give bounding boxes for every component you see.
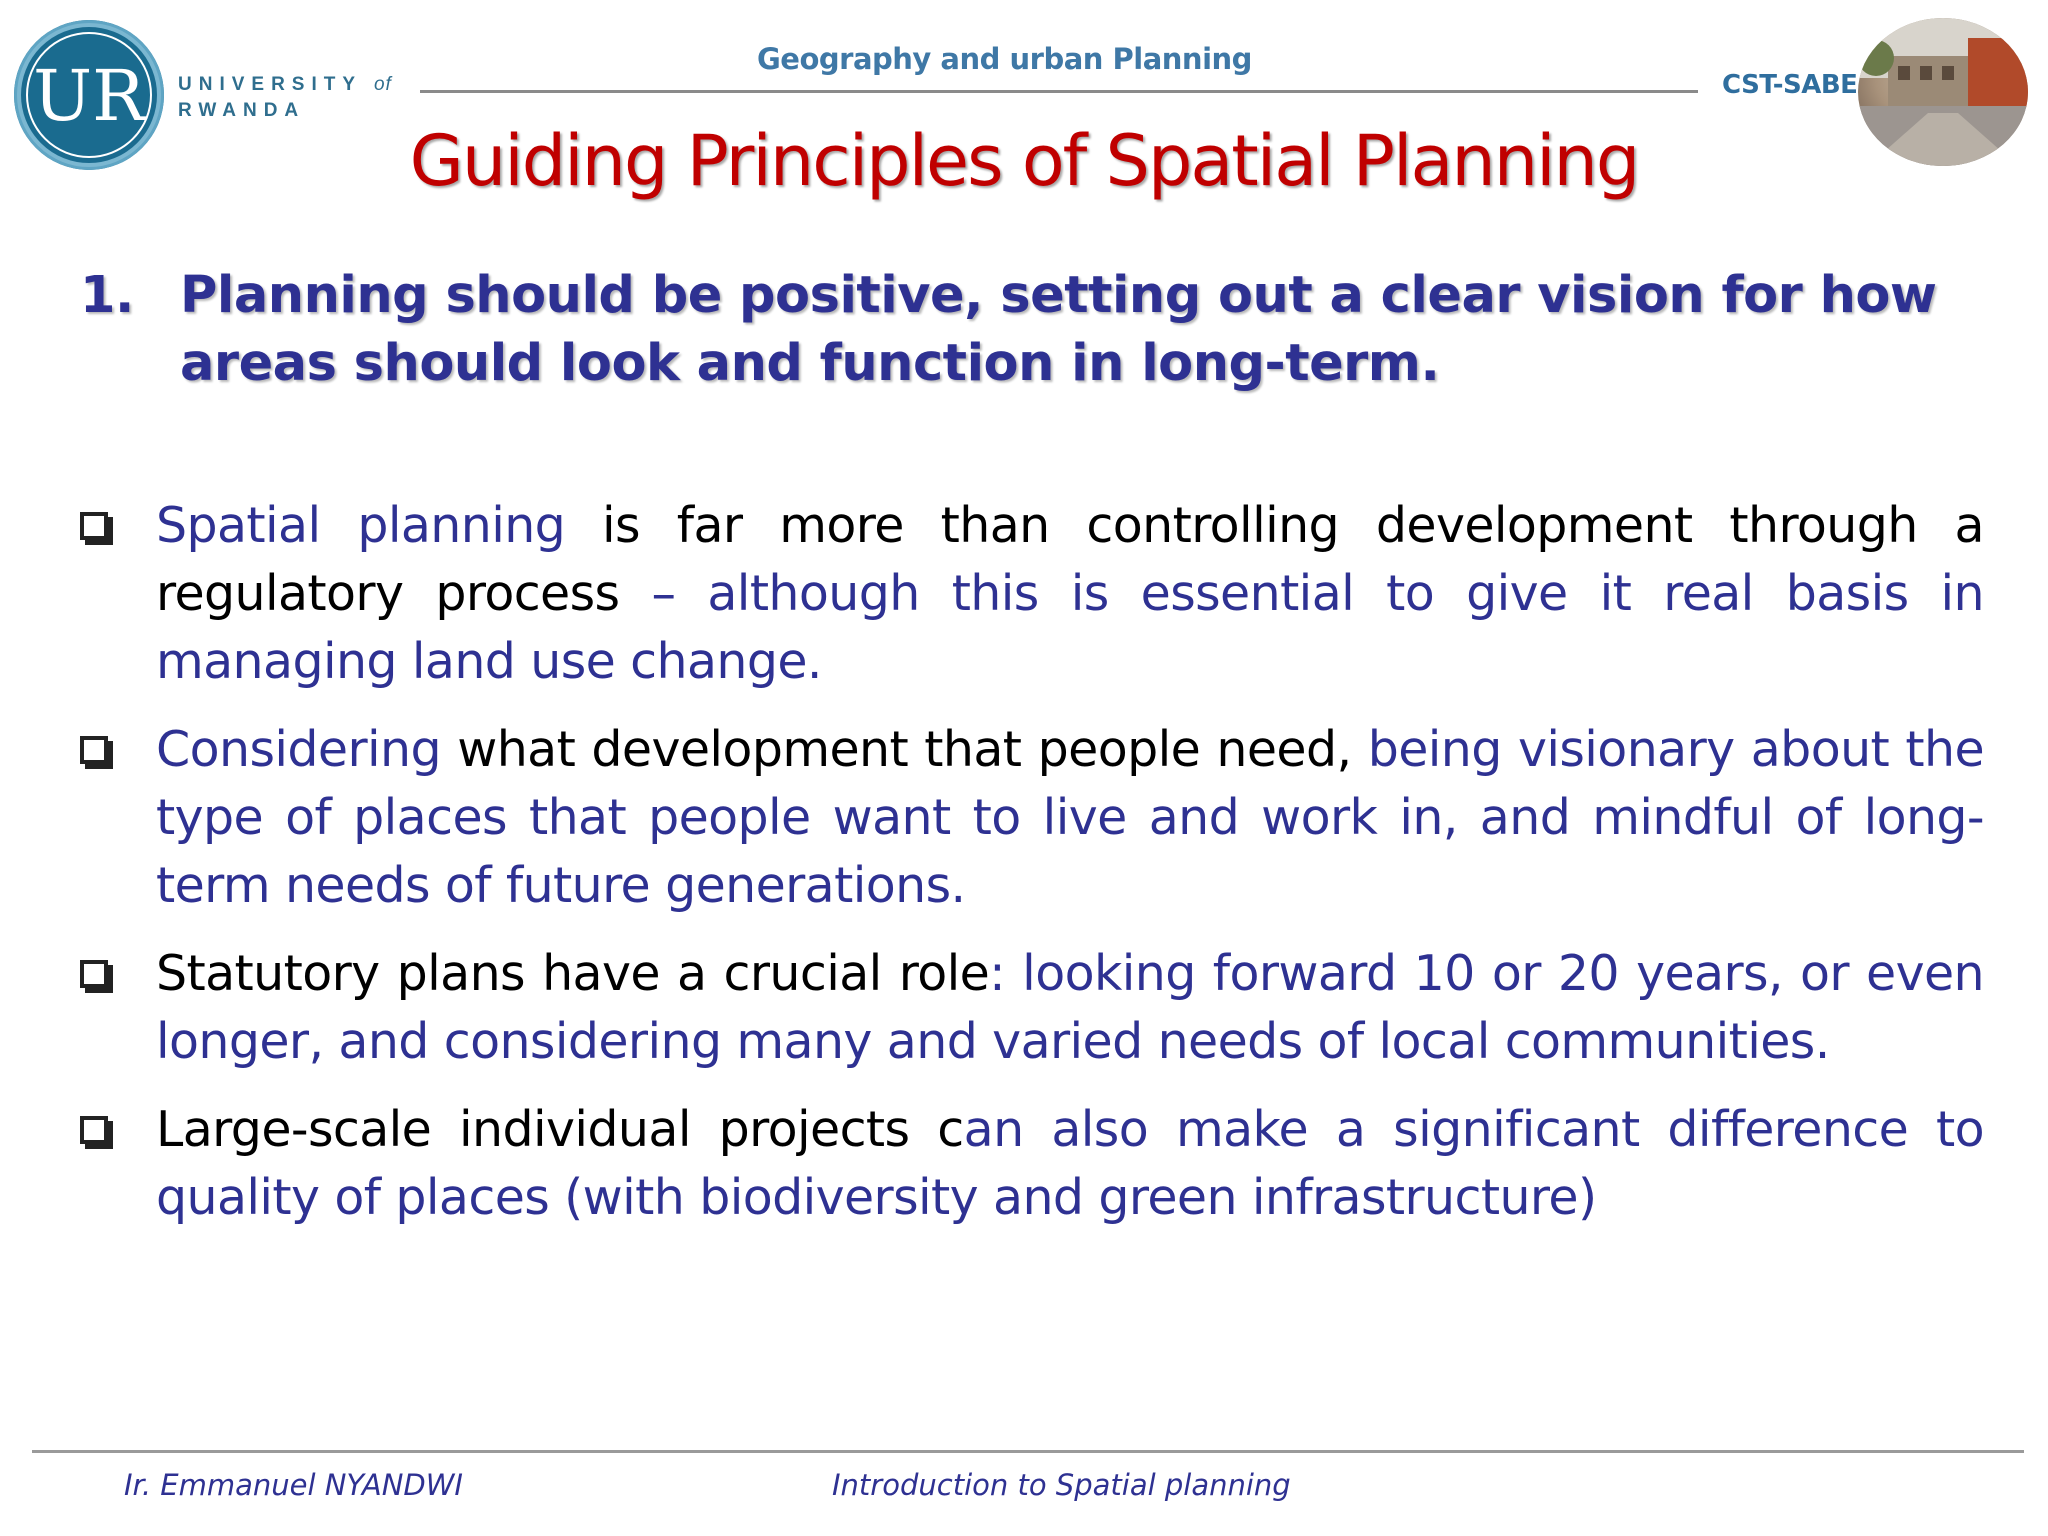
university-name [178, 72, 392, 124]
bullet-segment: an also make a significant difference to quality of places (with biodiversity and green infrastructure) [156, 1101, 1984, 1226]
principle-number: 1. [80, 266, 134, 325]
bullet-segment: – although this is essential to give it real basis in managing land use change. [156, 565, 1984, 690]
bullet-item [80, 940, 1984, 1076]
checkbox-bullet-icon [80, 736, 108, 764]
bullet-item [80, 1096, 1984, 1232]
header-divider [420, 90, 1698, 93]
bullet-list [80, 492, 1984, 1252]
bullet-segment: being visionary about the type of places that people want to live and work in, and mindful of long-term needs of future generations. [156, 721, 1984, 914]
principle-heading [80, 262, 2000, 398]
bullet-segment: Spatial planning [156, 497, 566, 554]
footer-author: Ir. Emmanuel NYANDWI [124, 1468, 463, 1502]
footer-course: Introduction to Spatial planning [832, 1468, 1291, 1502]
bullet-item [80, 492, 1984, 696]
bullet-segment: is far more than controlling development through a regulatory process [156, 497, 1984, 622]
bullet-segment: what development that people need, [440, 721, 1368, 778]
bullet-segment: Large-scale individual projects c [156, 1101, 964, 1158]
footer-divider [32, 1450, 2024, 1453]
university-line2: RWANDA [178, 100, 306, 121]
bullet-item [80, 716, 1984, 920]
slide-title: Guiding Principles of Spatial Planning [409, 120, 1639, 202]
checkbox-bullet-icon [80, 512, 108, 540]
university-line1: UNIVERSITY [178, 74, 362, 95]
checkbox-bullet-icon [80, 960, 108, 988]
checkbox-bullet-icon [80, 1116, 108, 1144]
principle-text: Planning should be positive, setting out a clear vision for how areas should look and function in long-term. [180, 266, 1937, 393]
college-name: CST-SABE [1722, 70, 1858, 100]
university-of: of [373, 74, 392, 95]
bullet-segment: Considering [156, 721, 441, 778]
department-name: Geography and urban Planning [757, 42, 1252, 76]
bullet-segment: Statutory plans have a crucial role [156, 945, 990, 1002]
logo-letters: UR [33, 55, 145, 137]
bullet-segment: : looking forward 10 or 20 years, or even longer, and considering many and varied needs of local communities. [156, 945, 1984, 1070]
